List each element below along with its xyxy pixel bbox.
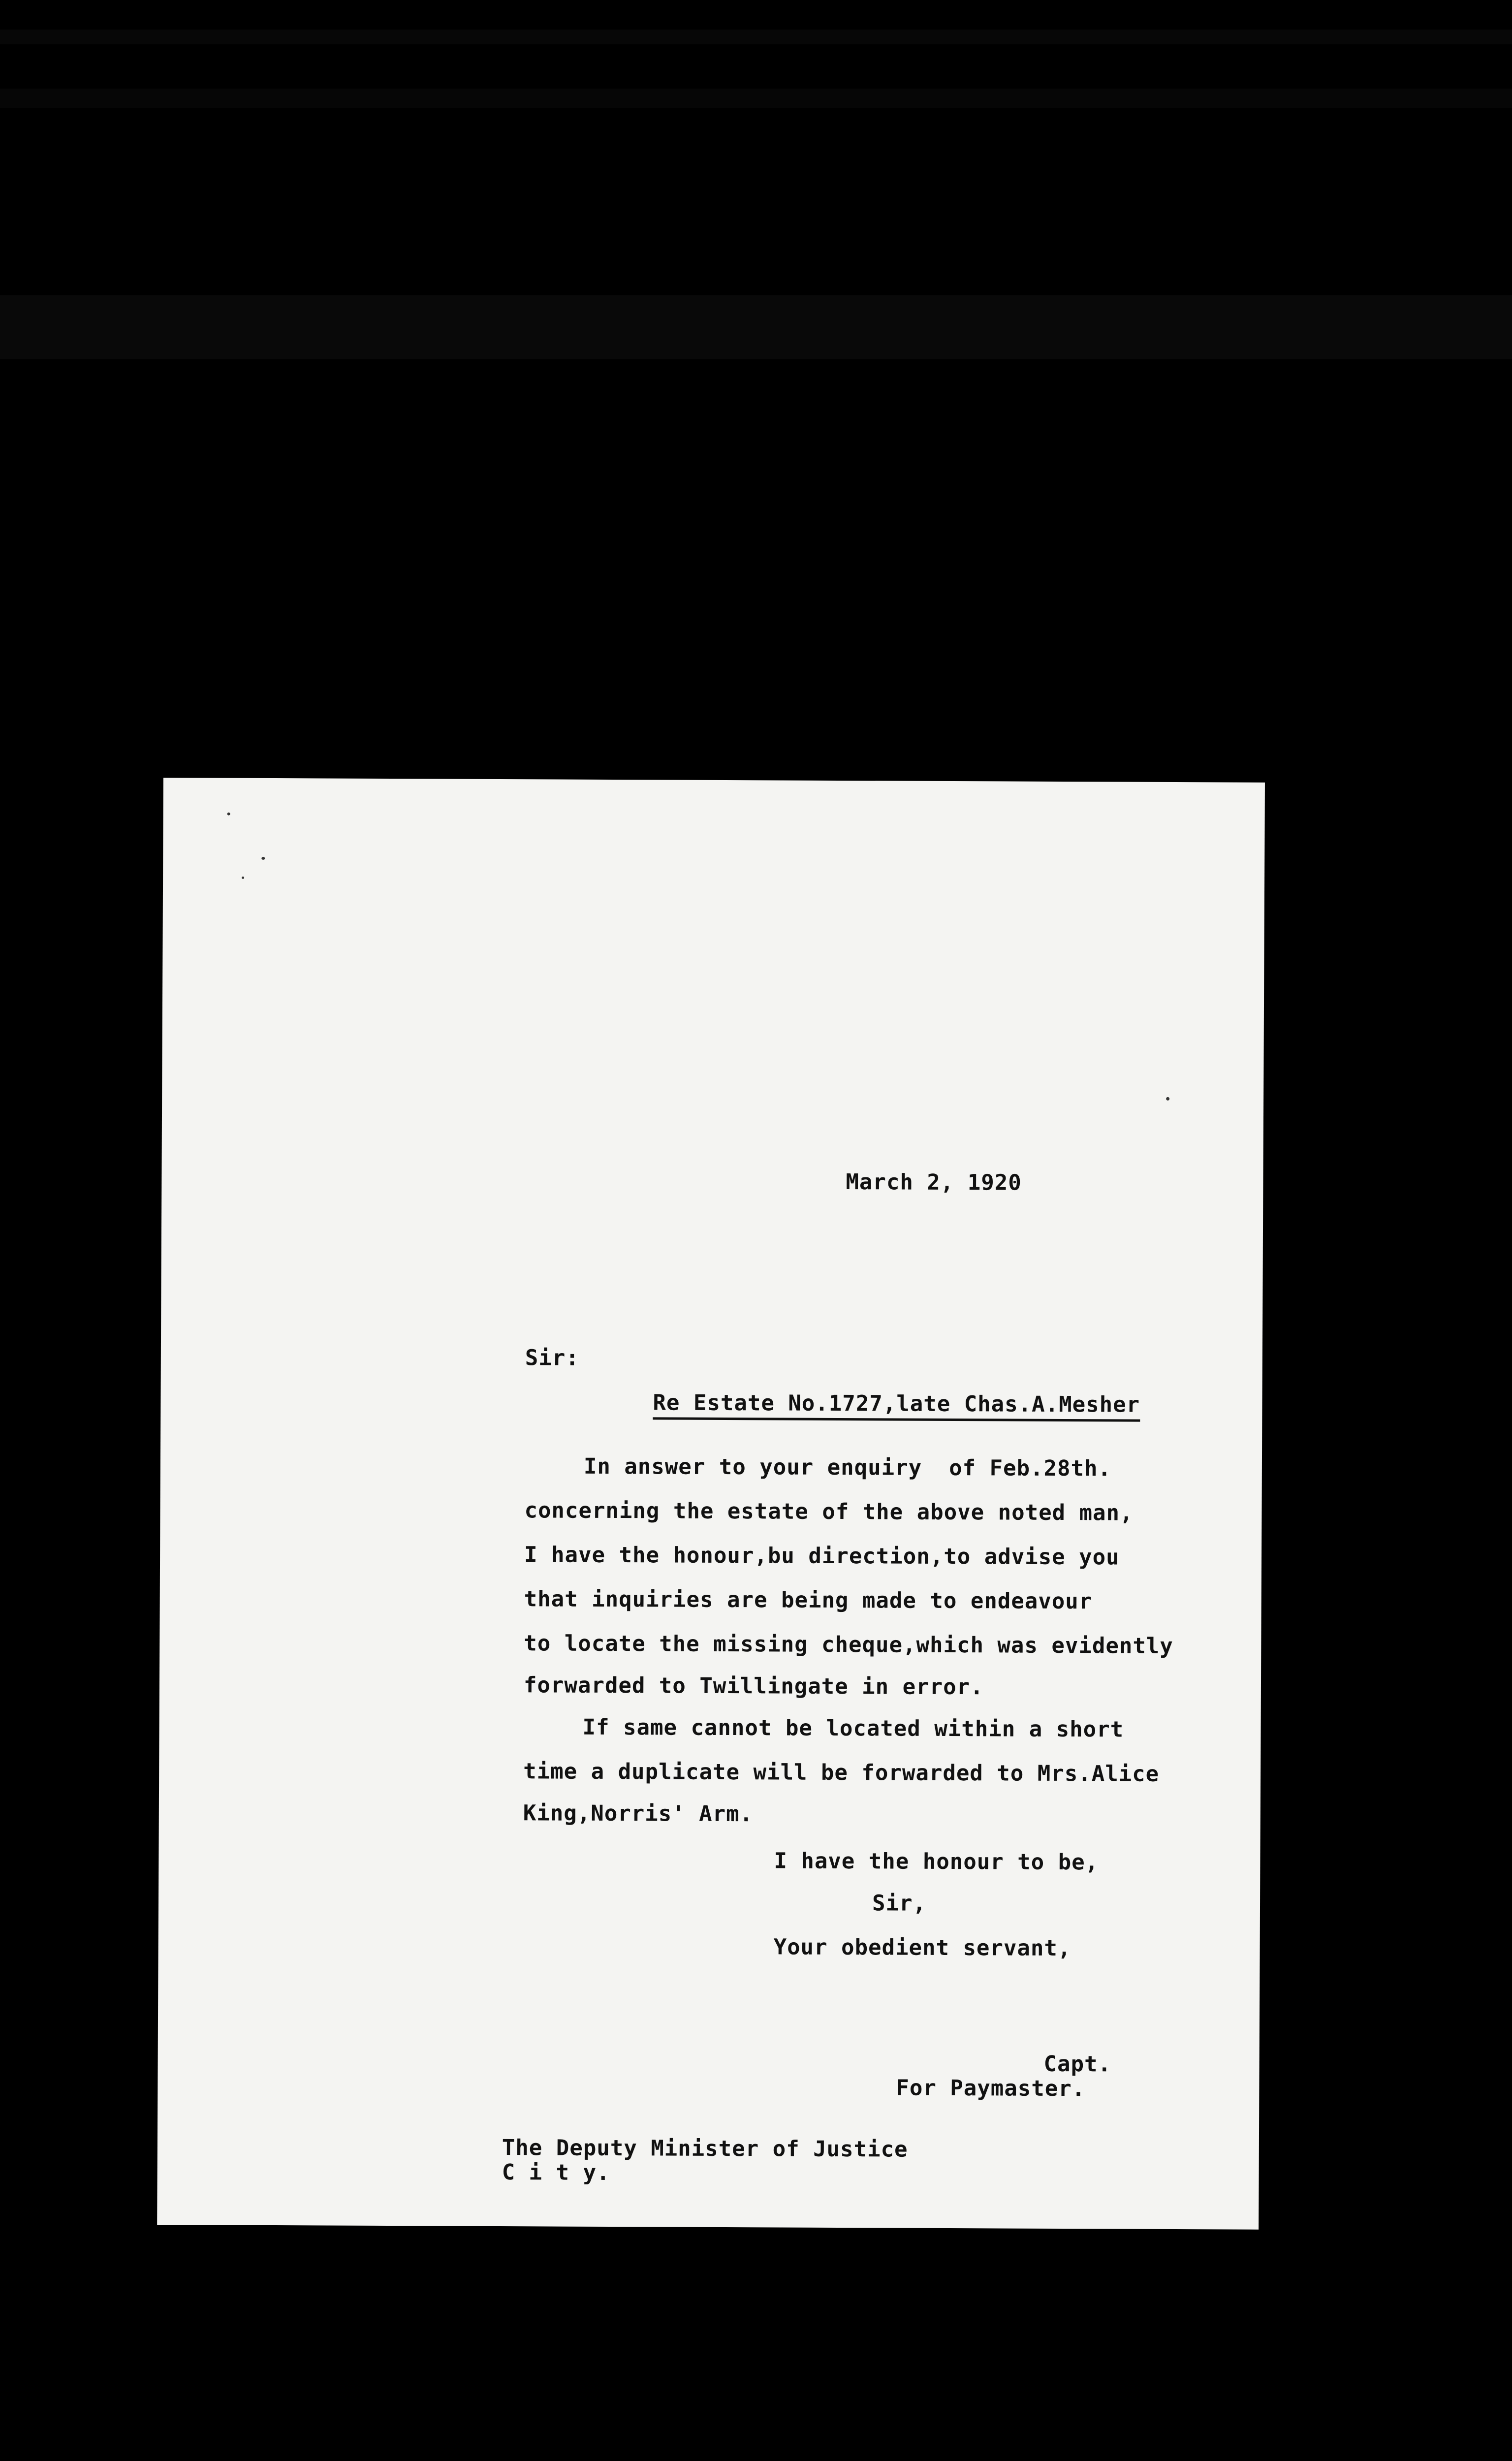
recipient-line: C i t y. xyxy=(502,2160,610,2185)
closing-line: Your obedient servant, xyxy=(773,1934,1071,1961)
letter-body-line: to locate the missing cheque,which was evidently xyxy=(524,1631,1173,1659)
letter-body-line: forwarded to Twillingate in error. xyxy=(523,1672,984,1700)
letter-body-line: concerning the estate of the above noted man, xyxy=(524,1498,1134,1526)
closing-line: I have the honour to be, xyxy=(774,1848,1099,1875)
paper-speck xyxy=(1166,1097,1169,1101)
letter-body-line: In answer to your enquiry of Feb.28th. xyxy=(583,1453,1112,1482)
closing-line: Sir, xyxy=(872,1891,927,1916)
scan-artifact-band xyxy=(0,30,1512,44)
letter-salutation: Sir: xyxy=(525,1345,579,1371)
scan-artifact-band xyxy=(0,295,1512,359)
paper-speck xyxy=(227,813,230,816)
letter-body-line: King,Norris' Arm. xyxy=(523,1800,754,1827)
recipient-line: The Deputy Minister of Justice xyxy=(502,2135,908,2162)
letter-body-line: If same cannot be located within a short xyxy=(582,1714,1124,1742)
letter-body-line: I have the honour,bu direction,to advise you xyxy=(524,1542,1120,1570)
letter-subject: Re Estate No.1727,late Chas.A.Mesher xyxy=(653,1390,1140,1421)
paper-speck xyxy=(261,857,265,860)
letter-page xyxy=(157,778,1265,2230)
signature-role: For Paymaster. xyxy=(896,2075,1086,2102)
scan-artifact-band xyxy=(0,89,1512,108)
letter-date: March 2, 1920 xyxy=(846,1169,1022,1196)
paper-speck xyxy=(242,877,244,879)
letter-body-line: that inquiries are being made to endeavour xyxy=(524,1586,1093,1614)
letter-body-line: time a duplicate will be forwarded to Mrs.Alice xyxy=(523,1759,1160,1787)
signature-rank: Capt. xyxy=(1043,2051,1112,2077)
